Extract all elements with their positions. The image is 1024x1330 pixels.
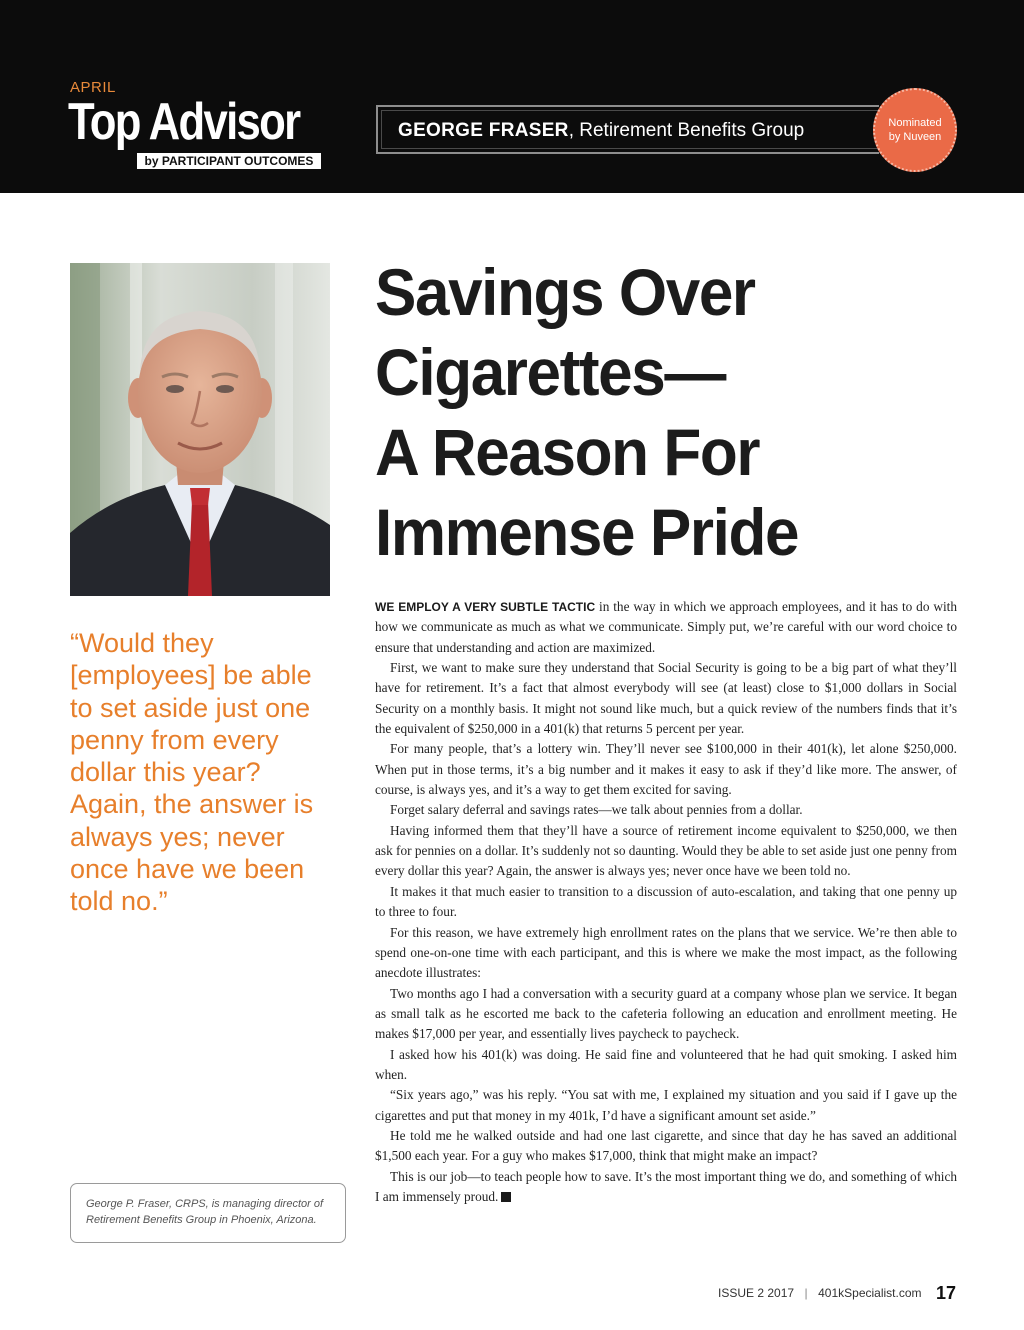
headline-line-3: A Reason For	[375, 415, 760, 489]
portrait-image	[70, 263, 330, 596]
page-number: 17	[935, 1283, 956, 1303]
author-bio: George P. Fraser, CRPS, is managing director of Retirement Benefits Group in Phoenix, Arizona.	[70, 1183, 346, 1243]
paragraph	[375, 597, 957, 658]
lead-in: WE EMPLOY A VERY SUBTLE TACTIC	[375, 600, 596, 614]
paragraph: Forget salary deferral and savings rates—we talk about pennies from a dollar.	[390, 802, 803, 818]
paragraph-last	[375, 1167, 957, 1208]
advisor-banner	[376, 105, 879, 154]
article-body	[375, 597, 957, 1207]
advisor-portrait	[70, 263, 330, 596]
headline-line-4: Immense Pride	[375, 495, 799, 569]
paragraph-text: This is our job—to teach people how to save. It’s the most important thing we do, and something of which I am immensely proud.	[375, 1168, 957, 1204]
pull-quote: “Would they [employees] be able to set aside just one penny from every dollar this year? Again, the answer is always yes; never once have we been told no.”	[70, 628, 314, 917]
badge-line-2: by Nuveen	[888, 131, 942, 143]
page-footer	[718, 1283, 956, 1304]
paragraph: For this reason, we have extremely high enrollment rates on the plans that we service. We’re then able to spend one-on-one time with each participant, and this is where we make the most impact, as the following anecdote illustrates:	[375, 924, 957, 981]
article-headline	[375, 252, 935, 572]
nominated-badge	[873, 88, 957, 172]
paragraph: He told me he walked outside and had one last cigarette, and since that day he has saved an additional $1,500 each year. For a guy who makes $17,000, think that might make an impact?	[375, 1127, 957, 1164]
brand-subtitle: by PARTICIPANT OUTCOMES	[137, 153, 321, 169]
badge-line-1: Nominated	[888, 117, 942, 129]
issue-month: APRIL	[70, 79, 116, 96]
paragraph: “Six years ago,” was his reply. “You sat with me, I explained my situation and you said if I gave up the cigarettes and put that money in my 401k, I’d have a significant amount set aside.”	[375, 1087, 957, 1123]
footer-separator: |	[804, 1286, 808, 1300]
end-mark-icon	[501, 1192, 511, 1202]
headline-line-2: Cigarettes—	[375, 335, 725, 409]
paragraph-text: in the way in which we approach employees, and it has to do with how we communicate as much as what we communicate. Simply put, we’re careful with our word choice to ensure that understanding and action are maximized.	[375, 599, 957, 655]
paragraph: It makes it that much easier to transition to a discussion of auto-escalation, and taking that one penny up to three to four.	[375, 883, 957, 920]
header-band	[0, 0, 1024, 193]
paragraph: For many people, that’s a lottery win. They’ll never see $100,000 in their 401(k), let alone $250,000. When put in those terms, it’s a big number and it makes it easy to ask if they’d like more. The answer, of course, is always yes, and it’s a way to get them excited for saving.	[375, 741, 957, 798]
issue-label: ISSUE 2 2017	[718, 1286, 795, 1300]
website-link[interactable]: 401kSpecialist.com	[818, 1286, 922, 1300]
paragraph: I asked how his 401(k) was doing. He said fine and volunteered that he had quit smoking. I asked him when.	[375, 1046, 957, 1082]
paragraph: First, we want to make sure they understand that Social Security is going to be a big part of what they’ll have for retirement. It’s a fact that almost everybody will see (at least) close to $1,000 dollars in Social Security on a monthly basis. It might not sound like much, but a quick review of the numbers finds that it’s the equivalent of $250,000 in a 401(k) that returns 5 percent per year.	[375, 660, 957, 737]
advisor-name: GEORGE FRASER	[398, 120, 569, 141]
advisor-line	[398, 120, 804, 142]
paragraph: Two months ago I had a conversation with a security guard at a company whose plan we service. It began as small talk as he escorted me back to the cafeteria following an education and enrollment meeting. He makes $17,000 per year, and essentially lives paycheck to paycheck.	[375, 985, 957, 1042]
brand-title: Top Advisor	[68, 93, 300, 151]
advisor-firm: , Retirement Benefits Group	[568, 120, 805, 141]
paragraph: Having informed them that they’ll have a source of retirement income equivalent to $250,000, we then ask for pennies on a dollar. It’s suddenly not so daunting. Would they be able to set aside just one penny from every dollar this year? Again, the answer is always yes; never once have we been told no.	[375, 822, 957, 879]
headline-line-1: Savings Over	[375, 255, 755, 329]
